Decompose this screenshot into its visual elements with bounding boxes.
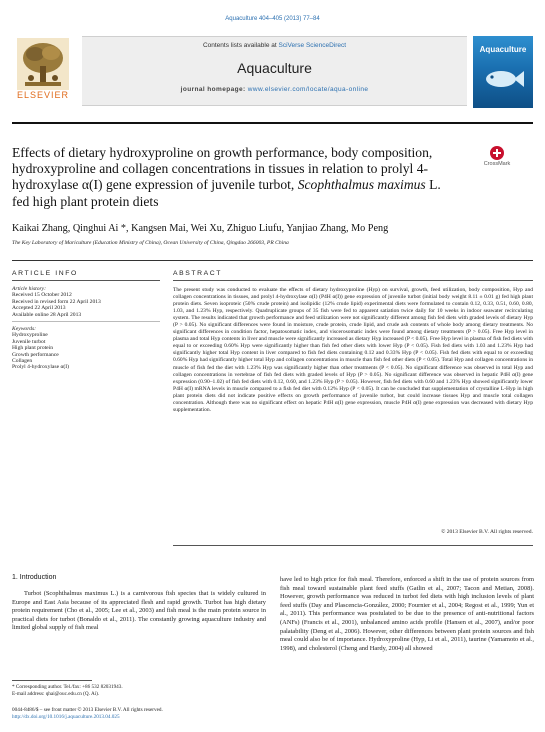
history-item: Received 15 October 2012: [12, 292, 72, 299]
journal-name: Aquaculture: [237, 60, 312, 76]
article-info-heading: ARTICLE INFO: [12, 270, 78, 277]
journal-reference[interactable]: Aquaculture 404–405 (2013) 77–84: [225, 16, 320, 22]
elsevier-logo[interactable]: [12, 38, 74, 106]
abstract-text: The present study was conducted to evaluate the effects of dietary hydroxyproline (Hyp) on survival, growth, feed utilization, body composition, Hyp and collagen concentrations in tissues, and prolyl 4-hydroxylase α(I) (P4H α(I)) gene expression of juvenile turbot (initial body weight 8.11 ± 0.01 g) fed high plant protein diets. Seven isoproteic (50% crude protein) and isolipidic (12% crude lipid) experimental diets were formulated to contain 0.12, 0.33, 0.51, 0.60, 0.80, 1.03, and 1.23% Hyp, respectively. Quadruplicate groups of 35 fish were fed to apparent satiation twice daily for 10 weeks in indoor seawater recirculating system. The results indicated that growth performance and feed utilization were not significantly different among fish fed diets with graded levels of dietary Hyp (P > 0.05). No significant differences were found in moisture, crude protein, crude lipid, and crude ash contents of whole body among dietary treatments. No significant differences in condition factor, hepatosomatic index, and viscerosomatic index were found among dietary treatments (P > 0.05). Free Hyp level in plasma and total Hyp contents in liver and muscle were significantly increased as dietary Hyp increased (P < 0.05). Free Hyp level in plasma of fish fed diets with equal to or exceeding 0.60% Hyp were significantly higher than fish fed other diets with lower Hyp (P < 0.05). Fish fed diets with 1.03 and 1.23% Hyp had significantly higher total Hyp content in liver compared to fish fed diets containing 0.12 and 0.33% Hyp (P < 0.05). Fish fed diets with equal to or exceeding 0.60% Hyp had significantly higher total Hyp and collagen concentrations in muscle than fish fed other diets (P < 0.05). Total Hyp and collagen concentrations in muscle of fish fed the diet with 1.23% Hyp was significantly higher than other treatments (P < 0.05). No significant difference was observed in total Hyp and collagen concentrations in vertebrae of fish fed diets with graded levels of Hyp (P > 0.05). No significant difference was observed in hepatic P4H α(I) gene expression (0.90–1.02) of fish fed diets with 0.12, 0.60, and 1.23% Hyp (P > 0.05). However, fish fed diets with 0.60 and 1.23% Hyp showed significantly lower P4H α(I) mRNA levels in muscle compared to a fish fed diet with 0.12% Hyp (P < 0.05). It can be concluded that supplementation of crystalline L-Hyp in high plant protein diets did not indicate positive effects on growth performance of juvenile turbot, but could increase tissues Hyp and muscle total collagen concentration. Although there was no significant effect on hepatic P4H α(I) gene expression, muscle P4H α(I) gene expression was decreased with dietary Hyp supplementation.: [173, 287, 533, 413]
title-text: Effects of dietary hydroxyproline on growth performance, body composition, hydroxyproline and collagen concentrations in tissues in relation to prolyl 4-hydroxylase α(I) gene expression of juvenile turbot,: [12, 145, 433, 193]
crossmark-badge[interactable]: [472, 146, 522, 167]
homepage-line: [82, 86, 467, 93]
sciencedirect-link[interactable]: SciVerse ScienceDirect: [278, 42, 347, 49]
footnote-rule: [12, 680, 92, 681]
homepage-link[interactable]: www.elsevier.com/locate/aqua-online: [247, 86, 369, 93]
intro-paragraph-continued: have led to high price for fish meal. Therefore, enforced a shift in the use of protein sources from fish meal toward sustainable plant feed stuffs (Gatlin et al., 2007; Tacon and Metian, 2008). However, growth performance was reduced in turbot fed diets with high inclusion levels of plant feed stuffs (Day and Plascencia-González, 2000; Fournier et al., 2004; Regost et al., 1999; Yun et al., 2011). This performance was postulated to be due to the presence of anti-nutritional factors (ANFs) (Francis et al., 2001), unbalanced amino acids profile (Hansen et al., 2007), and/or poor palatability (Deng et al., 2006). However, other differences between plant protein sources and fish meal could also be of importance. Hydroxyproline (Hyp, Li et al., 2011), taurine (Yamamoto et al., 1998), and cholesterol (Cheng and Hardy, 2004) all showed: [280, 576, 534, 652]
title-text-end: L. fed high plant protein diets: [12, 177, 441, 209]
keyword-item: High plant protein: [12, 345, 54, 352]
author-affiliation: The Key Laboratory of Mariculture (Education Ministry of China), Ocean University of China, Qingdao 266003, PR China: [12, 240, 289, 246]
article-info-panel: [12, 286, 162, 371]
keyword-item: Prolyl 4-hydroxylase α(I): [12, 364, 69, 371]
email-address[interactable]: E-mail address: qhai@ouc.edu.cn (Q. Ai).: [12, 690, 100, 697]
elsevier-tree-icon: [17, 38, 69, 90]
article-info-rule: [12, 280, 160, 281]
keywords-label: Keywords:: [12, 326, 37, 333]
crossmark-label: CrossMark: [483, 161, 511, 167]
elsevier-wordmark: ELSEVIER: [16, 90, 70, 100]
journal-banner: [82, 36, 467, 106]
corresponding-author-note: * Corresponding author. Tel./fax: +86 532 82031943.: [12, 684, 123, 690]
issn-block: [12, 707, 266, 720]
intro-right-column: [280, 576, 534, 653]
intro-paragraph: Turbot (Scophthalmus maximus L.) is a carnivorous fish species that is widely cultured in Europe and East Asia because of its appreciated flesh and rapid growth. Turbot has high dietary protein requirement (Cho et al., 2005; Lee et al., 2003) and fish meal is the main protein source in practical diets for turbot (Bonaldo et al., 2011). The constantly growing aquaculture industry and limited global supply of fish meal: [12, 590, 266, 632]
abstract-rule: [173, 280, 533, 281]
copyright-notice: © 2013 Elsevier B.V. All rights reserved.: [441, 529, 533, 535]
contents-line: [82, 42, 467, 49]
intro-left-column: [12, 590, 266, 633]
abstract-end-rule: [173, 545, 533, 546]
authors-rule: [12, 260, 533, 261]
doi-link[interactable]: http://dx.doi.org/10.1016/j.aquaculture.2013.04.025: [12, 713, 120, 720]
history-item: Available online 28 April 2013: [12, 311, 82, 318]
crossmark-check-icon: [490, 146, 504, 160]
header-rule: [12, 122, 533, 124]
article-title: [12, 145, 452, 210]
journal-cover-thumbnail[interactable]: [473, 36, 533, 108]
issn-line: 0044-8486/$ – see front matter © 2013 Elsevier B.V. All rights reserved.: [12, 707, 163, 713]
title-species-name: Scophthalmus maximus: [297, 177, 426, 193]
article-history-label: Article history:: [12, 286, 47, 292]
journal-header: [10, 36, 535, 110]
keyword-item: Collagen: [12, 358, 33, 365]
fish-icon: [481, 64, 525, 94]
keyword-item: Growth performance: [12, 351, 59, 358]
contents-prefix: Contents lists available at: [202, 42, 277, 49]
article-info-divider: [12, 321, 160, 322]
author-list[interactable]: Kaikai Zhang, Qinghui Ai *, Kangsen Mai, Wei Xu, Zhiguo Liufu, Yanjiao Zhang, Mo Peng: [12, 223, 389, 234]
introduction-heading: 1. Introduction: [12, 574, 57, 581]
crossmark-icon: [490, 146, 504, 160]
keyword-item: Hydroxyproline: [12, 332, 48, 339]
footnote: [12, 684, 266, 697]
keyword-item: Juvenile turbot: [12, 338, 46, 345]
cover-title: Aquaculture: [479, 45, 527, 54]
history-item: Received in revised form 22 April 2013: [12, 298, 101, 305]
homepage-prefix: journal homepage:: [180, 86, 248, 93]
abstract-heading: ABSTRACT: [173, 270, 223, 277]
history-item: Accepted 22 April 2013: [12, 305, 66, 312]
